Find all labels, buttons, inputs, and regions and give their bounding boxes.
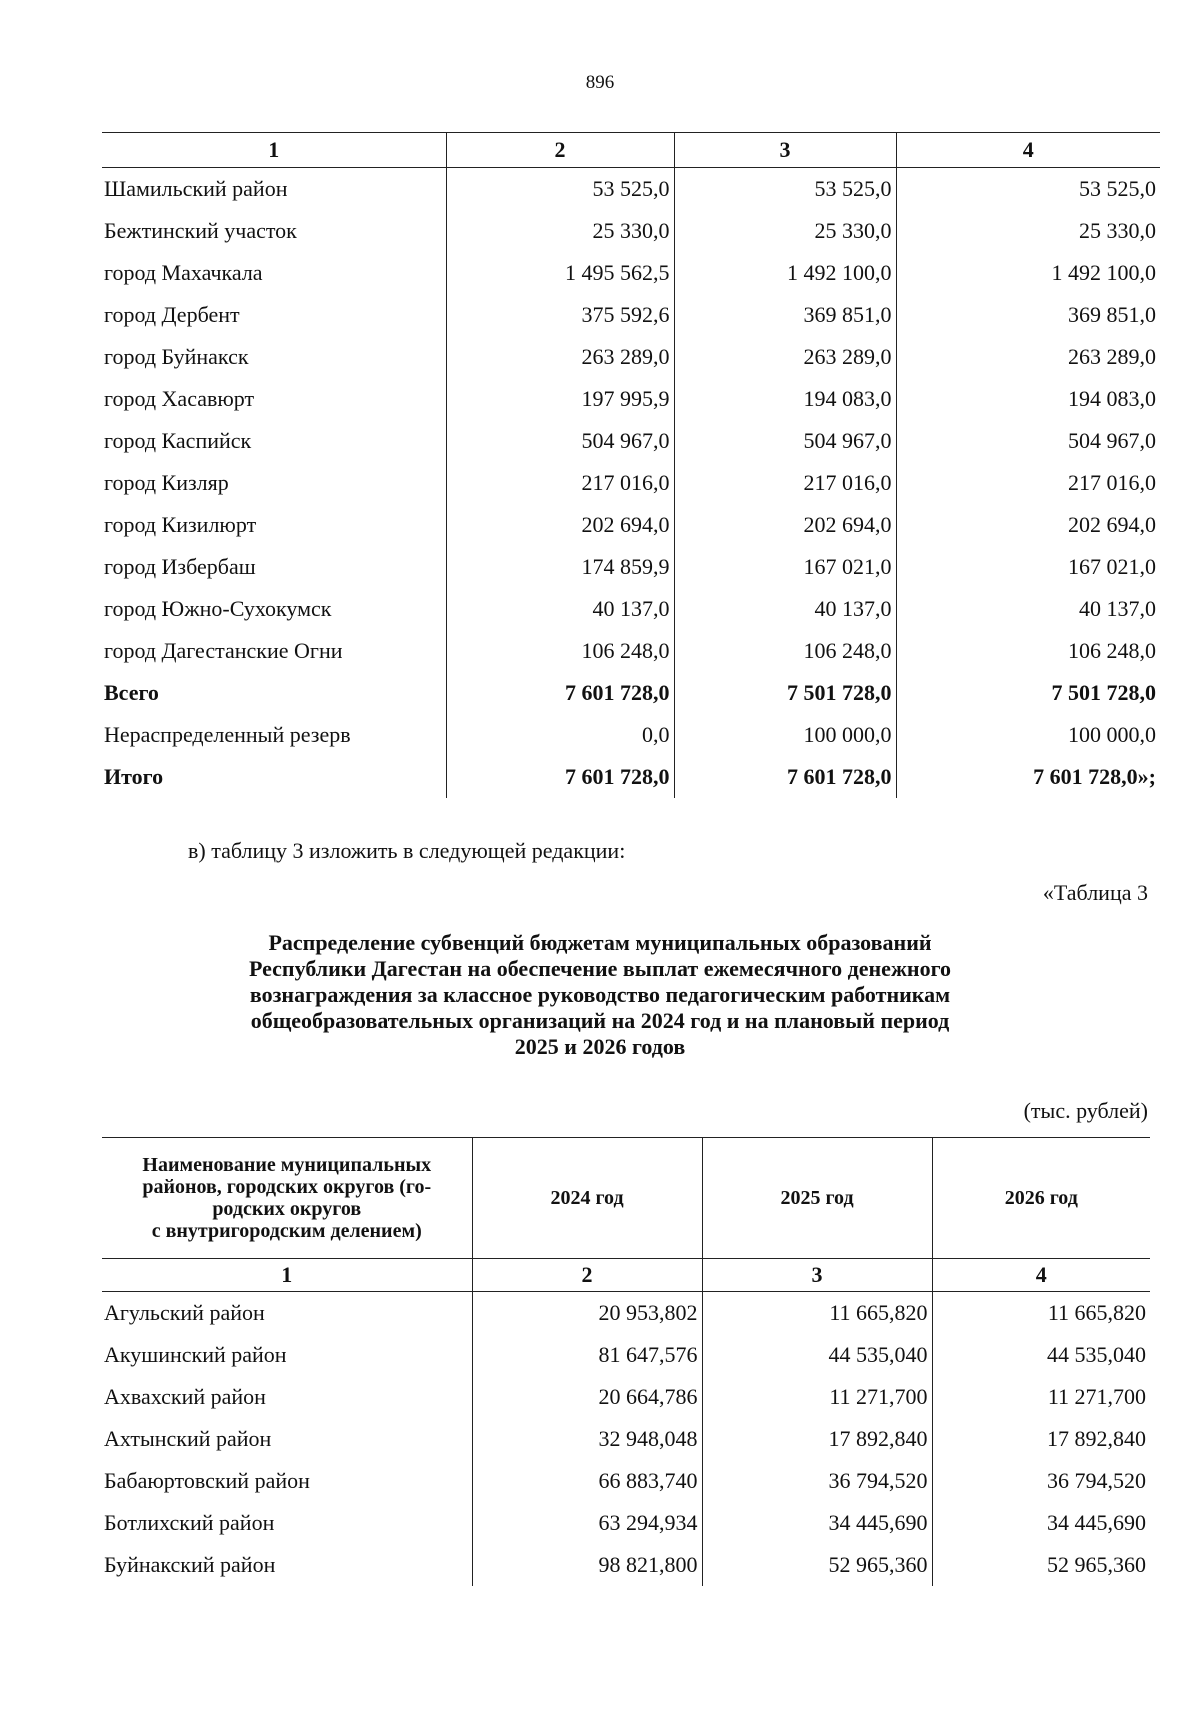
- value-2024: 174 859,9: [446, 546, 674, 588]
- value-2026: 53 525,0: [896, 168, 1160, 211]
- column-header-2025: 2025 год: [702, 1138, 932, 1259]
- row-name: город Дагестанские Огни: [104, 638, 343, 663]
- value-2025: 100 000,0: [674, 714, 896, 756]
- value-2024: 20 953,802: [472, 1292, 702, 1335]
- table-row: [102, 630, 1160, 672]
- row-name: город Избербаш: [104, 554, 256, 579]
- table-row: [102, 1334, 1150, 1376]
- value-2026: 106 248,0: [896, 630, 1160, 672]
- value-2026: 217 016,0: [896, 462, 1160, 504]
- table2-index-row: [102, 1259, 1150, 1292]
- column-header-name: Наименование муниципальных районов, городских округов (го- родских округов с внутригородским делением): [102, 1138, 472, 1259]
- table-row: [102, 1418, 1150, 1460]
- title-line: Республики Дагестан на обеспечение выплат ежемесячного денежного: [248, 956, 952, 981]
- value-2024: 106 248,0: [446, 630, 674, 672]
- table-continuation: [102, 132, 1160, 798]
- column-index: 2: [472, 1259, 702, 1292]
- value-2026: 100 000,0: [896, 714, 1160, 756]
- column-index: 3: [674, 133, 896, 168]
- value-2025: 7 501 728,0: [674, 672, 896, 714]
- value-2026: 167 021,0: [896, 546, 1160, 588]
- value-2025: 1 492 100,0: [674, 252, 896, 294]
- column-index: 1: [102, 133, 446, 168]
- table-label: «Таблица 3: [1042, 880, 1148, 905]
- value-2025: 7 601 728,0: [674, 756, 896, 798]
- column-header-2024: 2024 год: [472, 1138, 702, 1259]
- column-header-2026: 2026 год: [932, 1138, 1150, 1259]
- value-2024: 197 995,9: [446, 378, 674, 420]
- row-name: город Каспийск: [104, 428, 252, 453]
- row-name: Шамильский район: [104, 176, 288, 201]
- value-2024: 66 883,740: [472, 1460, 702, 1502]
- value-2024: 98 821,800: [472, 1544, 702, 1586]
- value-2024: 40 137,0: [446, 588, 674, 630]
- row-name: город Дербент: [104, 302, 240, 327]
- value-2025: 202 694,0: [674, 504, 896, 546]
- value-2026: 52 965,360: [932, 1544, 1150, 1586]
- table-row: [102, 1544, 1150, 1586]
- value-2024: 7 601 728,0: [446, 756, 674, 798]
- value-2024: 32 948,048: [472, 1418, 702, 1460]
- table-row: [102, 1376, 1150, 1418]
- row-name: Агульский район: [104, 1300, 265, 1325]
- value-2026: 44 535,040: [932, 1334, 1150, 1376]
- table-row: [102, 672, 1160, 714]
- table-row: [102, 378, 1160, 420]
- title-line: вознаграждения за классное руководство педагогическим работникам: [249, 982, 951, 1007]
- row-name: Акушинский район: [104, 1342, 287, 1367]
- value-2025: 17 892,840: [702, 1418, 932, 1460]
- row-name: город Кизляр: [104, 470, 229, 495]
- value-2024: 63 294,934: [472, 1502, 702, 1544]
- value-2026: 40 137,0: [896, 588, 1160, 630]
- value-2026: 194 083,0: [896, 378, 1160, 420]
- table-3: [102, 1137, 1150, 1586]
- row-name: Ботлихский район: [104, 1510, 275, 1535]
- table2-title: [150, 930, 1050, 1060]
- units-label: (тыс. рублей): [1023, 1098, 1148, 1123]
- row-name: Всего: [104, 680, 159, 705]
- title-line: Распределение субвенций бюджетам муниципальных образований: [268, 930, 932, 955]
- row-name: город Буйнакск: [104, 344, 249, 369]
- value-2026: 36 794,520: [932, 1460, 1150, 1502]
- row-name: Бабаюртовский район: [104, 1468, 310, 1493]
- column-index: 4: [896, 133, 1160, 168]
- page-number: 896: [585, 72, 615, 93]
- value-2025: 11 665,820: [702, 1292, 932, 1335]
- value-2025: 44 535,040: [702, 1334, 932, 1376]
- table1-index-row: [102, 133, 1160, 168]
- value-2025: 369 851,0: [674, 294, 896, 336]
- table-row: [102, 1292, 1150, 1335]
- table-row: [102, 294, 1160, 336]
- value-2024: 504 967,0: [446, 420, 674, 462]
- row-name: город Южно-Сухокумск: [104, 596, 332, 621]
- value-2024: 263 289,0: [446, 336, 674, 378]
- value-2025: 53 525,0: [674, 168, 896, 211]
- value-2025: 106 248,0: [674, 630, 896, 672]
- column-index: 1: [102, 1259, 472, 1292]
- table-row: [102, 210, 1160, 252]
- value-2024: 53 525,0: [446, 168, 674, 211]
- value-2026: 17 892,840: [932, 1418, 1150, 1460]
- value-2024: 202 694,0: [446, 504, 674, 546]
- table-row: [102, 546, 1160, 588]
- title-line: 2025 и 2026 годов: [514, 1034, 686, 1059]
- row-name: город Кизилюрт: [104, 512, 257, 537]
- table-row: [102, 1502, 1150, 1544]
- row-name: Ахвахский район: [104, 1384, 266, 1409]
- value-2025: 217 016,0: [674, 462, 896, 504]
- column-index: 4: [932, 1259, 1150, 1292]
- value-2026: 1 492 100,0: [896, 252, 1160, 294]
- table2-header-row: [102, 1138, 1150, 1259]
- table1-body: [102, 168, 1160, 799]
- row-name: Бежтинский участок: [104, 218, 297, 243]
- title-line: общеобразовательных организаций на 2024 год и на плановый период: [250, 1008, 950, 1033]
- row-name: Итого: [104, 764, 164, 789]
- value-2025: 194 083,0: [674, 378, 896, 420]
- value-2025: 167 021,0: [674, 546, 896, 588]
- value-2025: 40 137,0: [674, 588, 896, 630]
- table-row: [102, 588, 1160, 630]
- value-2024: 25 330,0: [446, 210, 674, 252]
- value-2025: 263 289,0: [674, 336, 896, 378]
- value-2024: 0,0: [446, 714, 674, 756]
- value-2026: 369 851,0: [896, 294, 1160, 336]
- value-2024: 7 601 728,0: [446, 672, 674, 714]
- table-row: [102, 420, 1160, 462]
- table-row: [102, 252, 1160, 294]
- value-2026: 7 501 728,0: [896, 672, 1160, 714]
- value-2024: 375 592,6: [446, 294, 674, 336]
- value-2026: 11 665,820: [932, 1292, 1150, 1335]
- value-2026: 263 289,0: [896, 336, 1160, 378]
- row-name: Нераспределенный резерв: [104, 722, 351, 747]
- row-name: город Хасавюрт: [104, 386, 255, 411]
- value-2026: 25 330,0: [896, 210, 1160, 252]
- row-name: Буйнакский район: [104, 1552, 276, 1577]
- row-name: город Махачкала: [104, 260, 263, 285]
- table-row: [102, 462, 1160, 504]
- table-row: [102, 1460, 1150, 1502]
- value-2024: 81 647,576: [472, 1334, 702, 1376]
- value-2026: 7 601 728,0»;: [896, 756, 1160, 798]
- table-row: [102, 756, 1160, 798]
- value-2024: 1 495 562,5: [446, 252, 674, 294]
- table-row: [102, 168, 1160, 211]
- value-2025: 11 271,700: [702, 1376, 932, 1418]
- column-index: 3: [702, 1259, 932, 1292]
- table-row: [102, 504, 1160, 546]
- column-index: 2: [446, 133, 674, 168]
- value-2024: 20 664,786: [472, 1376, 702, 1418]
- table-row: [102, 336, 1160, 378]
- value-2026: 202 694,0: [896, 504, 1160, 546]
- value-2025: 36 794,520: [702, 1460, 932, 1502]
- value-2025: 25 330,0: [674, 210, 896, 252]
- value-2024: 217 016,0: [446, 462, 674, 504]
- value-2026: 34 445,690: [932, 1502, 1150, 1544]
- table-row: [102, 714, 1160, 756]
- row-name: Ахтынский район: [104, 1426, 272, 1451]
- value-2025: 34 445,690: [702, 1502, 932, 1544]
- value-2025: 52 965,360: [702, 1544, 932, 1586]
- amendment-text: в) таблицу 3 изложить в следующей редакции:: [188, 838, 626, 863]
- value-2025: 504 967,0: [674, 420, 896, 462]
- table2-body: [102, 1292, 1150, 1587]
- value-2026: 11 271,700: [932, 1376, 1150, 1418]
- value-2026: 504 967,0: [896, 420, 1160, 462]
